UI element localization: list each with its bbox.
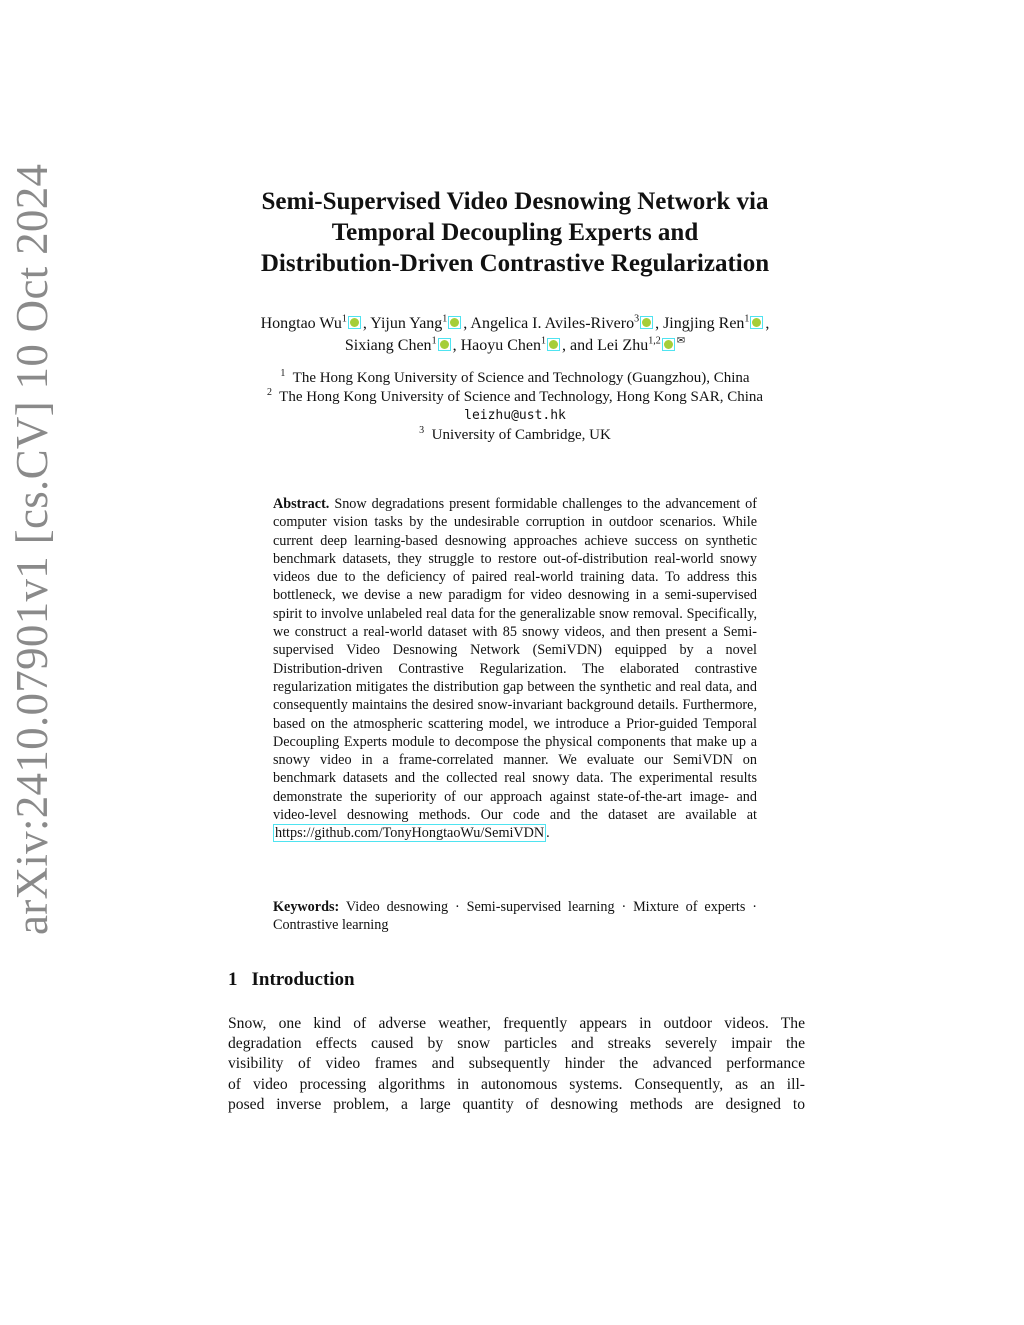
affiliation-item [200,426,830,445]
section-number: 1 [228,969,238,990]
affiliations [200,369,830,444]
abstract [273,495,757,843]
affiliation-text: University of Cambridge, UK [431,426,611,443]
affiliation-text: The Hong Kong University of Science and Technology, Hong Kong SAR, China [279,388,764,405]
affiliation-text: The Hong Kong University of Science and Technology (Guangzhou), China [292,370,750,386]
affiliation-number: 3 [419,424,425,436]
author-name: Lei Zhu [597,337,649,354]
author-name: Yijun Yang [370,315,443,332]
abstract-label: Abstract. [273,496,330,512]
body-line: Snow, one kind of adverse weather, frequently appears in outdoor videos. The [228,1015,805,1032]
orcid-icon[interactable] [348,316,361,329]
github-link[interactable]: https://github.com/TonyHongtaoWu/SemiVDN [275,825,545,842]
body-line: of video processing algorithms in autonomous systems. Consequently, as an ill- [228,1075,805,1093]
author-name: Hongtao Wu [260,315,342,332]
body-line: visibility of video frames and subsequently hinder the advanced performance [228,1055,805,1073]
abstract-end: . [546,825,550,842]
orcid-icon[interactable] [448,316,461,329]
author-name: Angelica I. Aviles-Rivero [470,315,635,332]
arxiv-id-text: arXiv:2410.07901v1 [cs.CV] 10 Oct 2024 [7,163,57,935]
author-affil-sup: 1 [341,313,347,325]
keywords-text: Video desnowing · Semi-supervised learning · Mixture of experts · Contrastive learning [273,899,758,934]
orcid-icon[interactable] [547,338,560,351]
title-line-2: Temporal Decoupling Experts and [331,219,699,246]
author-line-2: Sixiang Chen$^1$ , Haoyu Chen$^1$ , and Lei Zhu$^{1,2}$ ✉ [344,335,686,354]
orcid-icon[interactable] [640,316,653,329]
keywords-label: Keywords: [273,899,340,915]
abstract-text: Snow degradations present formidable challenges to the advancement of computer vision tasks by the undesirable corruption in outdoor scenarios. While current deep learning-based desnowing approaches achieve success on synthetic benchmark datasets, they struggle to restore out-of-distribution real-world snowy videos due to the deficiency of paired real-world training data. To address this bottleneck, we devise a new paradigm for video desnowing in a semi-supervised spirit to involve unlabeled real data for the generalizable snow removal. Specifically, we construct a real-world dataset with 85 snowy videos, and then present a Semi-supervised Video Desnowing Network (SemiVDN) equipped by a novel Distribution-driven Contrastive Regularization. The elaborated contrastive regularization mitigates the distribution gap between the synthetic and real data, and consequently maintains the desired snow-invariant background details. Furthermore, based on the atmospheric scattering model, we introduce a Prior-guided Temporal Decoupling Experts module to decompose the physical components that make up a snowy video in a frame-correlated manner. We evaluate our SemiVDN on benchmark datasets and the collected real snowy data. The experimental results demonstrate the superiority of our approach against state-of-the-art image- and video-level desnowing methods. Our code and the dataset are available at [273,496,757,824]
body-line: degradation effects caused by snow particles and streaks severely impair the [228,1035,805,1053]
affiliation-item [200,369,830,388]
paper-title [200,186,830,279]
affiliation-item [200,388,830,407]
author-affil-sup: 1,2 [648,335,661,347]
body-line: posed inverse problem, a large quantity of desnowing methods are designed to [228,1095,805,1113]
envelope-icon: ✉ [676,335,686,347]
author-connector: and [570,337,594,354]
author-name: Jingjing Ren [663,315,745,332]
affiliation-email [200,406,830,426]
author-affil-sup: 1 [431,335,437,347]
section-title: Introduction [251,969,355,990]
title-line-1: Semi-Supervised Video Desnowing Network via [261,188,769,215]
author-affil-sup: 1 [744,313,750,325]
email-text[interactable]: leizhu@ust.hk [464,408,566,423]
author-name: Sixiang Chen [344,337,432,354]
author-line-1: Hongtao Wu$^1$ , Yijun Yang$^1$ , Angelica I. Aviles-Rivero$^3$ , Jingjing Ren$^1$ , [260,313,770,332]
author-list [200,313,830,357]
title-line-3: Distribution-Driven Contrastive Regularization [260,250,770,277]
introduction-body [228,1014,805,1115]
orcid-icon[interactable] [438,338,451,351]
keywords [273,898,757,935]
author-name: Haoyu Chen [460,337,541,354]
affiliation-number: 2 [266,386,272,398]
affiliation-number: 1 [280,368,286,379]
author-affil-sup: 1 [541,335,546,347]
section-heading [228,969,355,991]
author-affil-sup: 1 [442,313,448,325]
orcid-icon[interactable] [750,316,763,329]
author-affil-sup: 3 [634,313,640,325]
orcid-icon[interactable] [662,338,675,351]
